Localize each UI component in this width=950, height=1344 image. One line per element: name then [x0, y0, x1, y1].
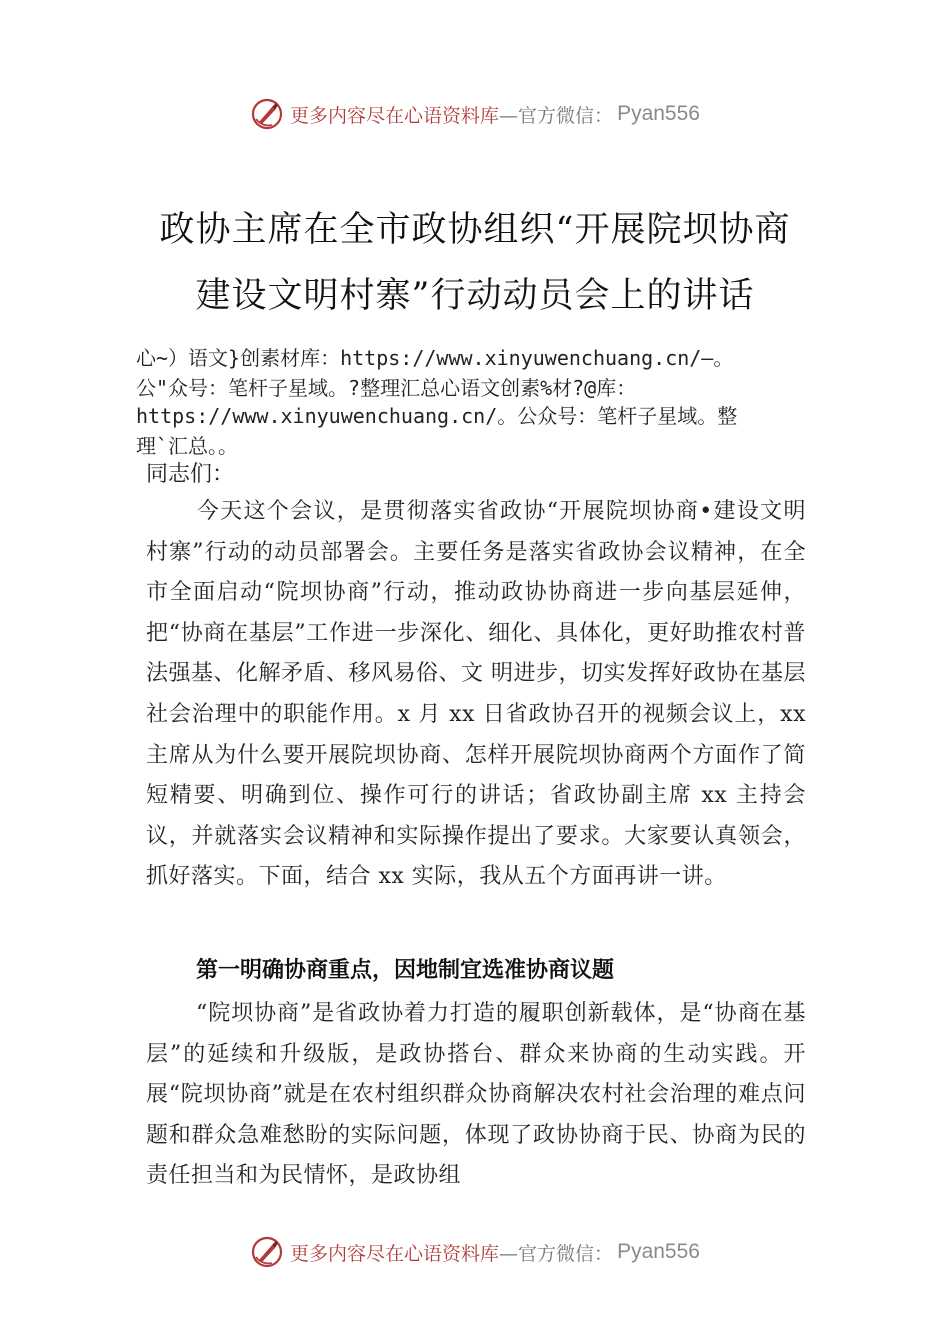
body-paragraph-1: [146, 492, 806, 898]
watermark-account-id: Pyan556: [617, 1240, 700, 1263]
watermark-wechat-label: —官方微信：: [499, 1242, 614, 1265]
watermark-account-id: Pyan556: [617, 102, 700, 125]
source-noise-line-3: https://www.xinyuwenchuang.cn/。公众号：笔杆子星域。整: [136, 404, 738, 428]
watermark-banner-top: [0, 94, 950, 134]
greeting: 同志们：: [146, 462, 235, 487]
pen-logo-icon: [250, 97, 284, 131]
source-noise-line-2: 公"众号：笔杆子星域。?整理汇总心语文创素%材?@库：: [136, 376, 637, 400]
body-paragraph-1-text: 今天这个会议，是贯彻落实省政协“开展院坝协商•建设文明村寨”行动的动员部署会。主要任务是落实省政协会议精神，在全市全面启动“院坝协商”行动，推动政协协商进一步向基层延伸，把“协商在基层”工作进一步深化、细化、具体化，更好助推农村普法强基、化解矛盾、移风易俗、文 明进步，切实发挥好政协在基层社会治理中的职能作用。x 月 xx 日省政协召开的视频会议上，xx 主席从为什么要开展院坝协商、怎样开展院坝协商两个方面作了简短精要、明确到位、操作可行的讲话；省政协副主席 xx 主持会议，并就落实会议精神和实际操作提出了要求。大家要认真领会，抓好落实。下面，结合 xx 实际，我从五个方面再讲一讲。: [146, 499, 806, 890]
pen-logo-icon: [250, 1235, 284, 1269]
section-heading-1: 第一明确协商重点，因地制宜选准协商议题: [196, 958, 615, 983]
watermark-library-name: 更多内容尽在心语资料库: [290, 104, 500, 127]
watermark-library-name: 更多内容尽在心语资料库: [290, 1242, 500, 1265]
body-paragraph-2-text: “院坝协商”是省政协着力打造的履职创新载体，是“协商在基层”的延续和升级版，是政协搭台、群众来协商的生动实践。开展“院坝协商”就是在农村组织群众协商解决农村社会治理的难点问题和群众急难愁盼的实际问题，体现了政协协商于民、协商为民的责任担当和为民情怀，是政协组: [146, 1001, 806, 1189]
source-noise-line-1: 心~）语文}创素材库：https://www.xinyuwenchuang.cn/—。: [136, 346, 734, 370]
source-noise-line-4: 理`汇总。。: [136, 434, 239, 458]
document-title-line-1: 政协主席在全市政协组织“开展院坝协商: [159, 210, 791, 250]
document-title-line-2: 建设文明村寨”行动动员会上的讲话: [195, 276, 755, 316]
body-paragraph-2: [146, 994, 806, 1197]
watermark-banner-bottom: [0, 1232, 950, 1272]
watermark-wechat-label: —官方微信：: [499, 104, 614, 127]
